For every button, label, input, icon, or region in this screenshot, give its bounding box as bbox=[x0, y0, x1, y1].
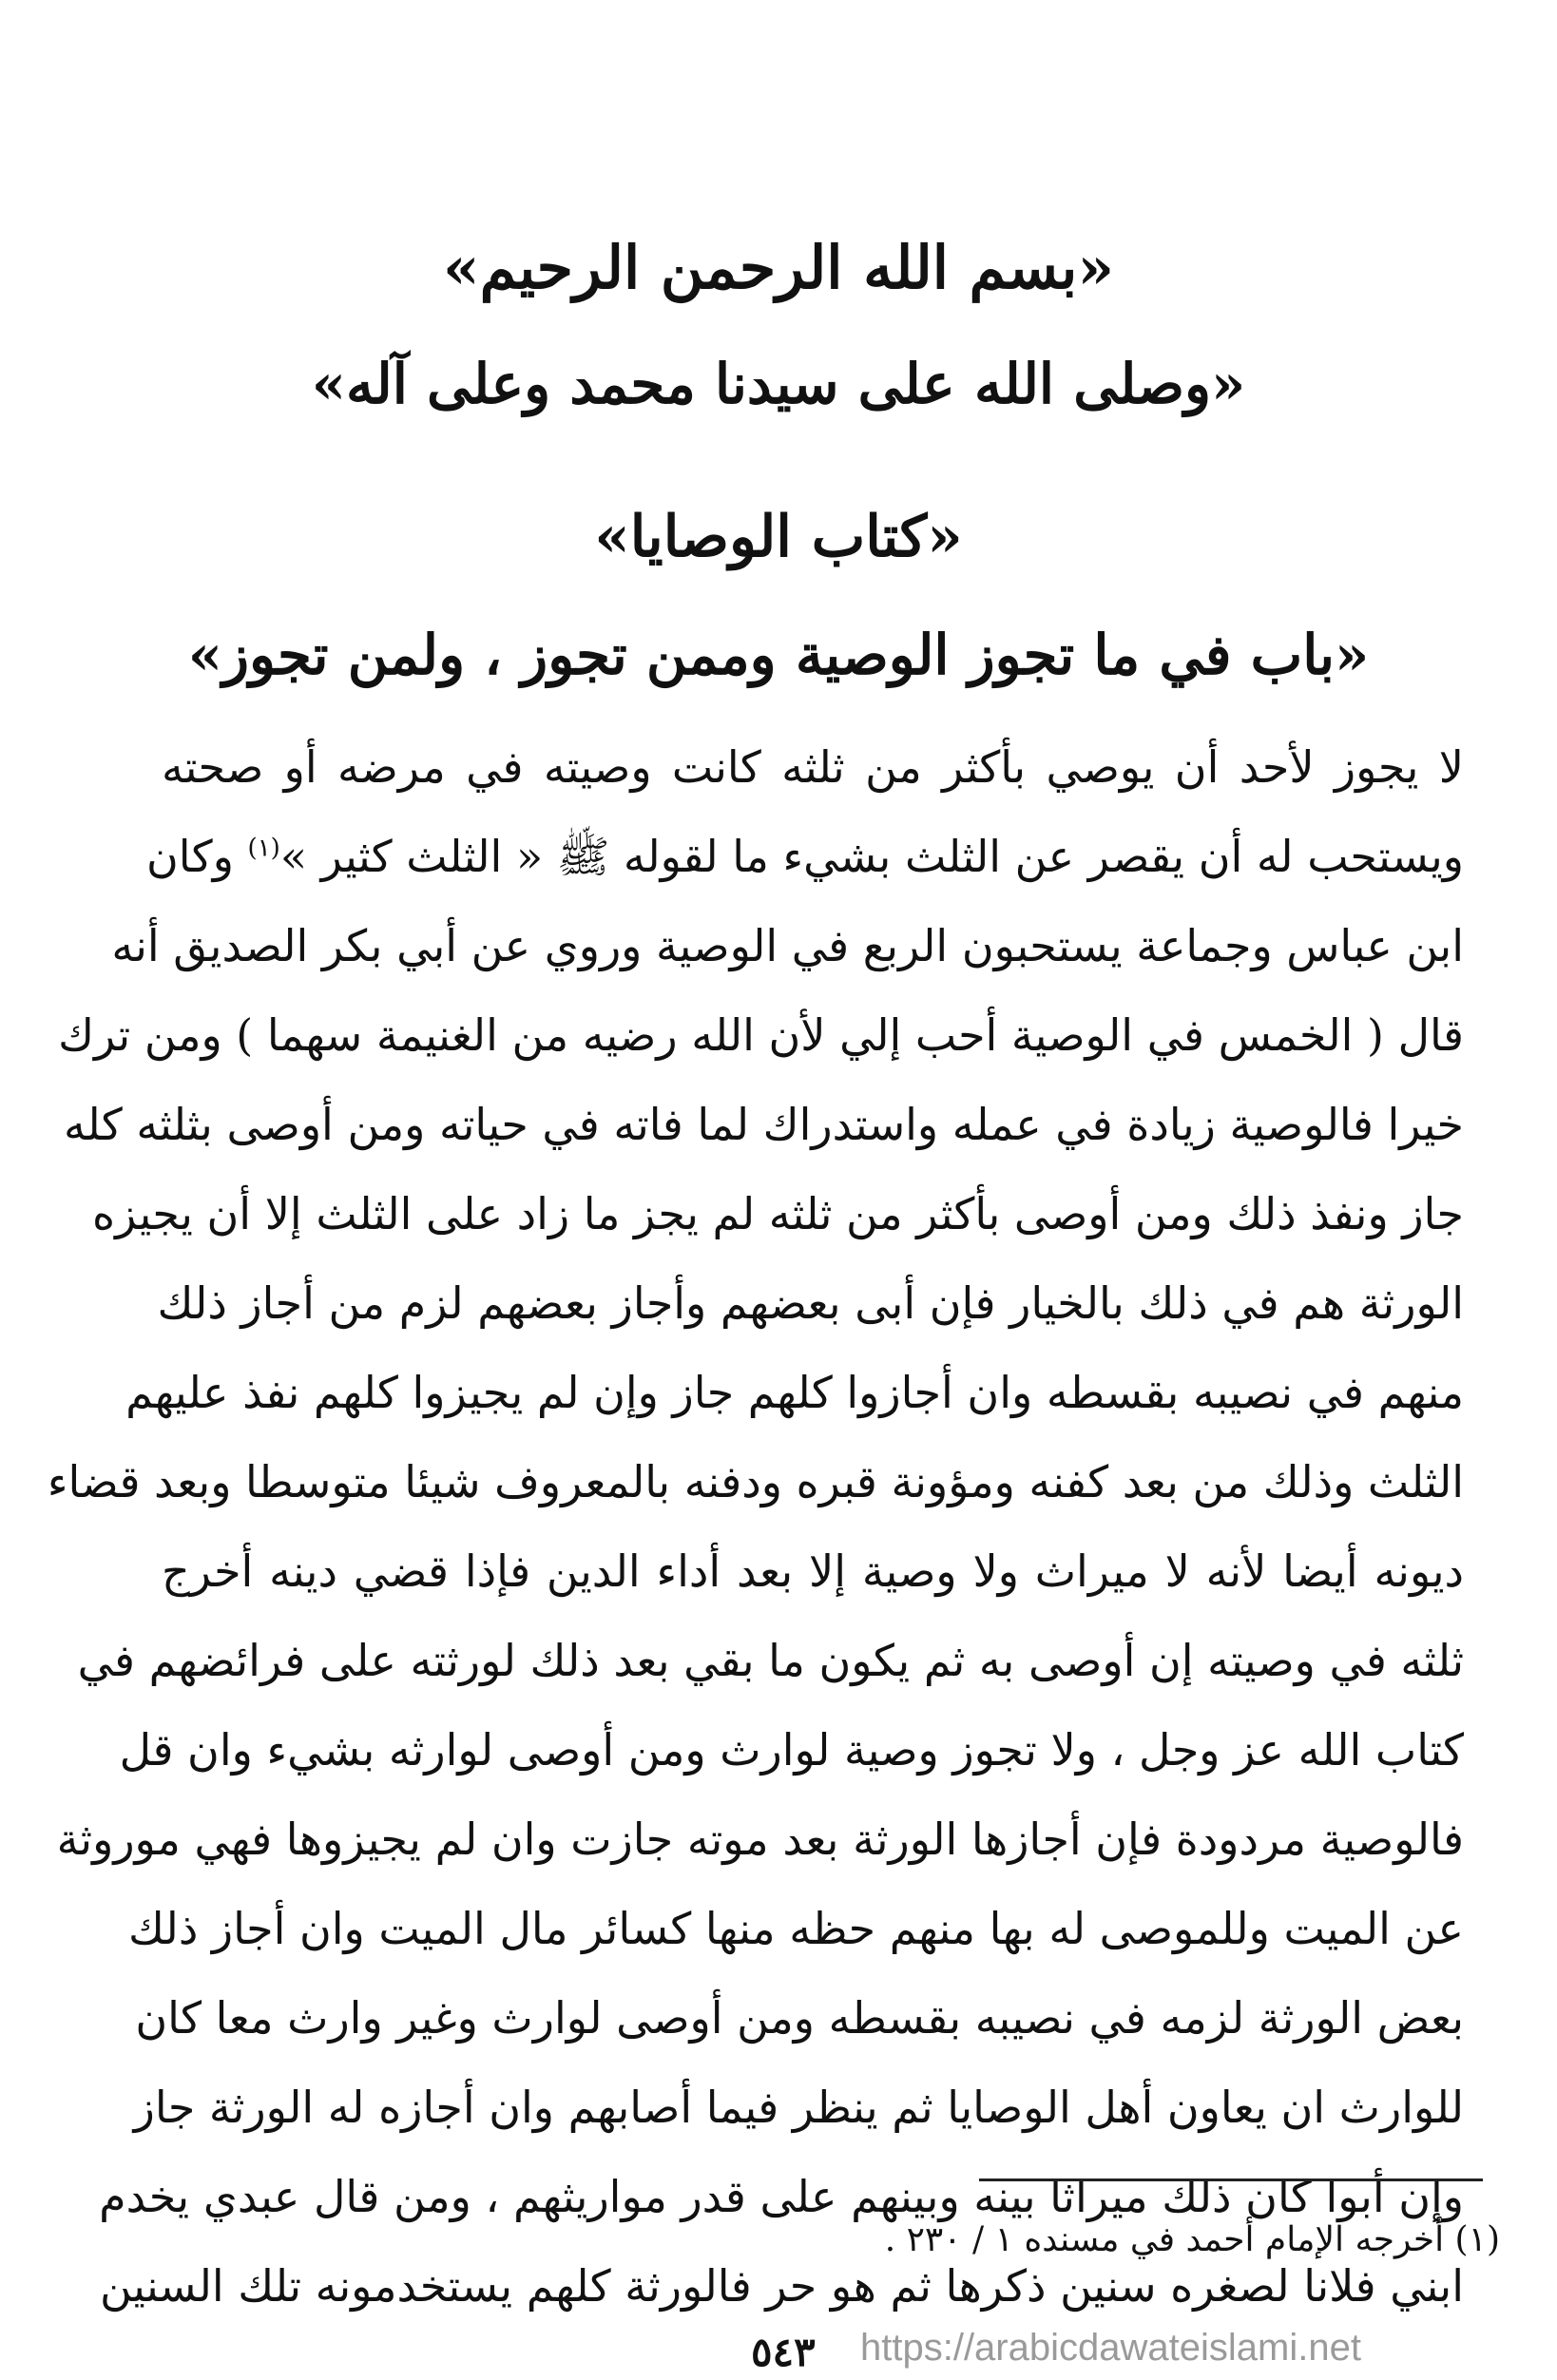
page-number: ٥٤٣ bbox=[751, 2329, 816, 2375]
text-line: عن الميت وللموصى له بها منهم حظه منها كسائر مال الميت وان أجاز ذلك bbox=[128, 1903, 1464, 1954]
text-line: بعض الورثة لزمه في نصيبه بقسطه ومن أوصى لوارث وغير وارث معا كان bbox=[135, 1992, 1464, 2044]
watermark-url: https://arabicdawateislami.net bbox=[860, 2327, 1361, 2369]
text-line bbox=[146, 812, 1464, 901]
text-line: فالوصية مردودة فإن أجازها الورثة بعد موته جازت وان لم يجيزوها فهي موروثة bbox=[56, 1814, 1464, 1865]
text-line: خيرا فالوصية زيادة في عمله واستدراك لما فاته في حياته ومن أوصى بثلثه كله bbox=[63, 1099, 1464, 1150]
footnote-separator bbox=[979, 2178, 1483, 2181]
main-text bbox=[47, 722, 1464, 2331]
text-line: وإن أبوا كان ذلك ميراثا بينه وبينهم على قدر مواريثهم ، ومن قال عبدي يخدم bbox=[99, 2171, 1464, 2222]
text-line: قال ( الخمس في الوصية أحب إلي لأن الله رضيه من الغنيمة سهما ) ومن ترك bbox=[58, 1009, 1464, 1061]
text-line: جاز ونفذ ذلك ومن أوصى بأكثر من ثلثه لم يجز ما زاد على الثلث إلا أن يجيزه bbox=[92, 1188, 1464, 1239]
text-line-content: ويستحب له أن يقصر عن الثلث بشيء ما لقوله ﷺ « الثلث كثير » bbox=[279, 831, 1464, 882]
chapter-title: «باب في ما تجوز الوصية وممن تجوز ، ولمن تجوز» bbox=[187, 623, 1370, 687]
text-line-tail: وكان bbox=[146, 831, 234, 882]
text-line: ديونه أيضا لأنه لا ميراث ولا وصية إلا بعد أداء الدين فإذا قضي دينه أخرج bbox=[162, 1545, 1464, 1597]
footnote: (١) أخرجه الإمام أحمد في مسنده ١ / ٢٣٠ . bbox=[884, 2220, 1500, 2259]
footnote-reference: (١) bbox=[247, 834, 280, 863]
salawat-heading: «وصلى الله على سيدنا محمد وعلى آله» bbox=[311, 352, 1246, 416]
text-line: الورثة هم في ذلك بالخيار فإن أبى بعضهم وأجاز بعضهم لزم من أجاز ذلك bbox=[157, 1277, 1464, 1329]
text-line: للوارث ان يعاون أهل الوصايا ثم ينظر فيما أصابهم وان أجازه له الورثة جاز bbox=[133, 2082, 1464, 2133]
text-line: الثلث وذلك من بعد كفنه ومؤونة قبره ودفنه بالمعروف شيئا متوسطا وبعد قضاء bbox=[47, 1456, 1464, 1507]
book-title: «كتاب الوصايا» bbox=[594, 504, 963, 570]
text-line: ابن عباس وجماعة يستحبون الربع في الوصية وروي عن أبي بكر الصديق أنه bbox=[111, 920, 1464, 971]
text-line: ابني فلانا لصغره سنين ذكرها ثم هو حر فالورثة كلهم يستخدمونه تلك السنين bbox=[100, 2260, 1464, 2312]
text-line: منهم في نصيبه بقسطه وان أجازوا كلهم جاز وإن لم يجيزوا كلهم نفذ عليهم bbox=[125, 1367, 1464, 1418]
text-line: كتاب الله عز وجل ، ولا تجوز وصية لوارث ومن أوصى لوارثه بشيء وان قل bbox=[119, 1724, 1464, 1775]
text-line: ثلثه في وصيته إن أوصى به ثم يكون ما بقي بعد ذلك لورثته على فرائضهم في bbox=[77, 1635, 1464, 1686]
text-line: لا يجوز لأحد أن يوصي بأكثر من ثلثه كانت وصيته في مرضه أو صحته bbox=[162, 741, 1464, 793]
basmala-heading: «بسم الله الرحمن الرحيم» bbox=[442, 233, 1115, 302]
